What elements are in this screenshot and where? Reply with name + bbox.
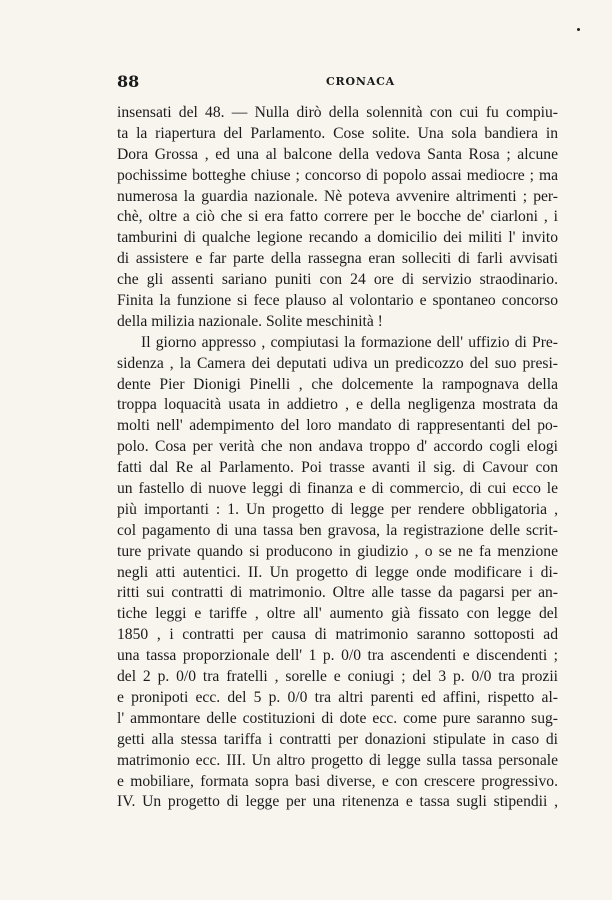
text-line: Finita la funzione si fece plauso al volontario e spontaneo concorso	[117, 292, 558, 310]
text-line: fatti dal Re al Parlamento. Poi trasse avanti il sig. di Cavour con	[117, 459, 558, 477]
text-line: una tassa proporzionale dell' 1 p. 0/0 tra ascendenti e discendenti ;	[117, 647, 558, 665]
text-line: Dora Grossa , ed una al balcone della vedova Santa Rosa ; alcune	[117, 145, 558, 163]
text-line: tiche leggi e tariffe , oltre all' aumento già fissato con legge del	[117, 605, 558, 623]
text-line: l' ammontare delle costituzioni di dote ecc. come pure saranno sug-	[117, 709, 558, 727]
text-line: matrimonio ecc. III. Un altro progetto di legge sulla tassa personale	[117, 751, 558, 769]
body-text	[117, 103, 558, 813]
text-line: 1850 , i contratti per causa di matrimonio saranno sottoposti ad	[117, 626, 558, 644]
text-line: pochissime botteghe chiuse ; concorso di popolo assai mediocre ; ma	[117, 166, 558, 184]
text-line: che gli assenti sariano puniti con 24 ore di servizio straodinario.	[117, 271, 558, 289]
text-line: di assistere e far parte della rassegna eran solleciti di farli avvisati	[117, 250, 558, 268]
text-line: col pagamento di una tassa ben gravosa, la registrazione delle scrit-	[117, 521, 558, 539]
text-line: e pronipoti ecc. del 5 p. 0/0 tra altri parenti ed affini, rispetto al-	[117, 688, 558, 706]
text-line: dente Pier Dionigi Pinelli , che dolcemente la rampognava della	[117, 375, 558, 393]
text-line: ta la riapertura del Parlamento. Cose solite. Una sola bandiera in	[117, 124, 558, 142]
text-line: insensati del 48. — Nulla dirò della solennità con cui fu compiu-	[117, 104, 558, 121]
text-line: IV. Un progetto di legge per una ritenenza e tassa sugli stipendii ,	[117, 793, 558, 811]
text-line: negli atti autentici. II. Un progetto di legge onde modificare i di-	[117, 563, 558, 581]
page-header	[117, 72, 557, 94]
text-line: della milizia nazionale. Solite meschinità !	[117, 312, 383, 330]
text-line: polo. Cosa per verità che non andava troppo d' accordo cogli elogi	[117, 438, 558, 456]
text-line: ture private quando si producono in giudizio , o se ne fa menzione	[117, 542, 558, 560]
text-line: getti alla stessa tariffa i contratti per donazioni stipulate in caso di	[117, 730, 558, 748]
text-line: troppa loquacità usata in addietro , e della negligenza mostrata da	[117, 396, 558, 414]
text-line: più importanti : 1. Un progetto di legge per rendere obbligatoria ,	[117, 500, 558, 518]
text-line: del 2 p. 0/0 tra fratelli , sorelle e coniugi ; del 3 p. 0/0 tra prozii	[117, 668, 558, 686]
text-line: e mobiliare, formata sopra basi diverse, e con crescere progressivo.	[117, 772, 558, 790]
text-line: tamburini di qualche legione recando a domicilio dei militi l' invito	[117, 229, 558, 247]
page-speck	[577, 28, 580, 31]
text-line: numerosa la guardia nazionale. Nè poteva avvenire altrimenti ; per-	[117, 187, 558, 205]
text-line: chè, oltre a ciò che si era fatto correre per le bocche de' ciarloni , i	[117, 208, 558, 226]
text-line: ritti sui contratti di matrimonio. Oltre alle tasse da pagarsi per an-	[117, 584, 558, 602]
text-line: molti nell' adempimento del loro mandato di rappresentanti del po-	[117, 417, 558, 435]
text-line: un fastello di nuove leggi di finanza e di commercio, di cui ecco le	[117, 480, 558, 498]
page-number: 88	[117, 72, 140, 91]
running-head: CRONACA	[326, 75, 395, 88]
text-line: sidenza , la Camera dei deputati udiva un predicozzo del suo presi-	[117, 354, 558, 372]
text-line: Il giorno appresso , compiutasi la formazione dell' uffizio di Pre-	[141, 333, 558, 351]
